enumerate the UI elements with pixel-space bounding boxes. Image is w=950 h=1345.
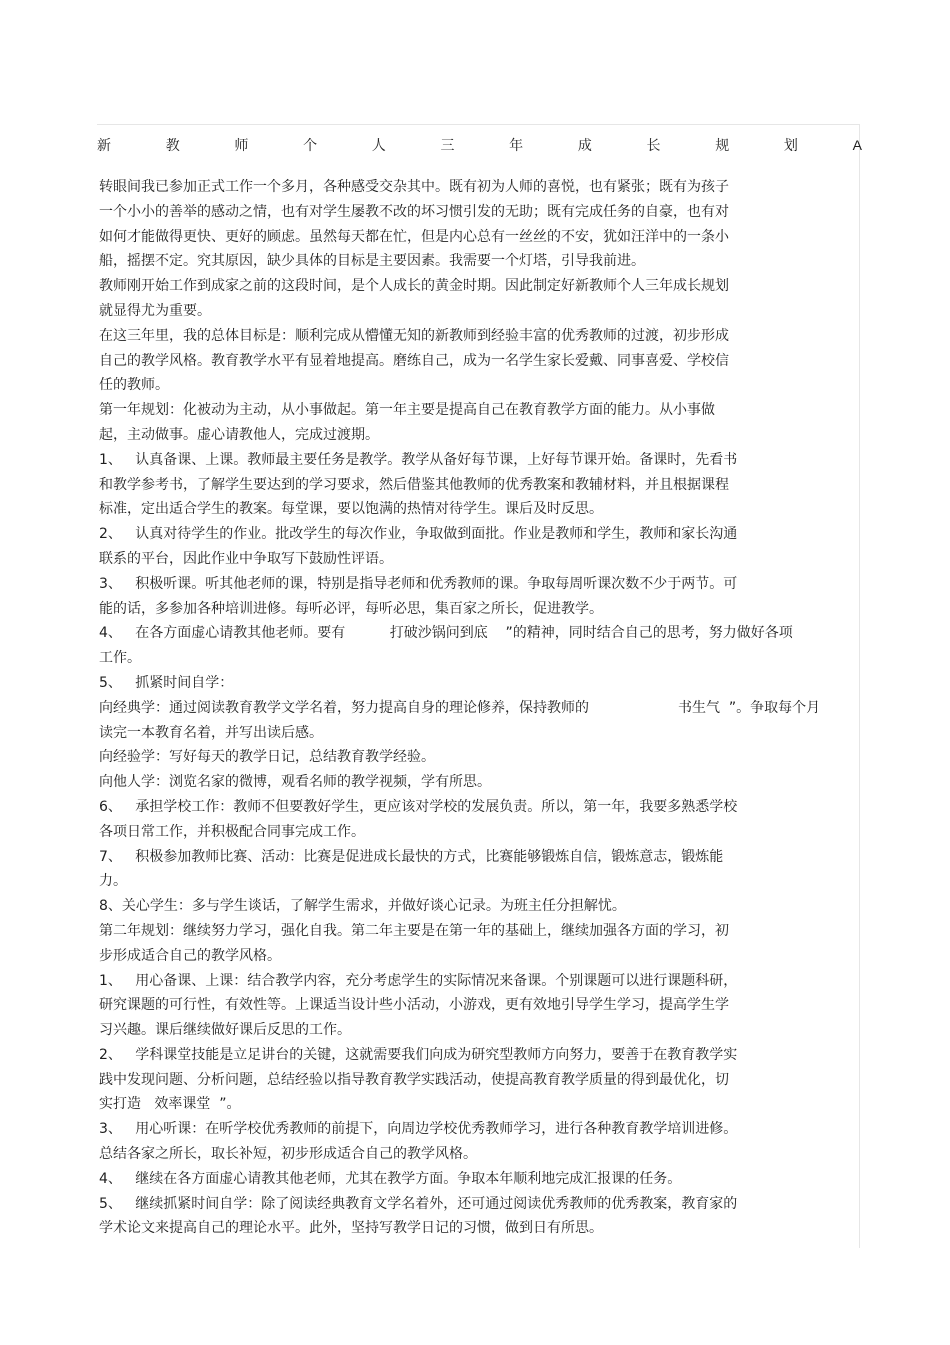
body-line: 任的教师。: [99, 377, 169, 394]
body-line: 第一年规划：化被动为主动，从小事做起。第一年主要是提高自己在教育教学方面的能力。从小事做: [99, 402, 715, 419]
title-char: 长: [646, 138, 661, 154]
body-line: 5、 抓紧时间自学：: [99, 674, 234, 691]
title-char: A: [852, 137, 862, 153]
body-line: 标准，定出适合学生的教案。每堂课，要以饱满的热情对待学生。课后及时反思。: [99, 501, 603, 518]
body-line: 8、关心学生：多与学生谈话，了解学生需求，并做好谈心记录。为班主任分担解忧。: [99, 898, 626, 915]
body-line: 向他人学：浏览名家的微博，观看名师的教学视频，学有所思。: [99, 774, 491, 791]
body-line: 5、 继续抓紧时间自学：除了阅读经典教育文学名着外，还可通过阅读优秀教师的优秀教案，教育家的: [99, 1195, 738, 1212]
body-line: 总结各家之所长，取长补短，初步形成适合自己的教学风格。: [99, 1146, 477, 1163]
body-line: 联系的平台，因此作业中争取写下鼓励性评语。: [99, 550, 393, 567]
body-line: 实打造 效率课堂 ”。: [99, 1096, 241, 1113]
body-line: 各项日常工作，并积极配合同事完成工作。: [99, 823, 365, 840]
body-line: 第二年规划：继续努力学习，强化自我。第二年主要是在第一年的基础上，继续加强各方面的学习，初: [99, 922, 729, 939]
body-line: 步形成适合自己的教学风格。: [99, 947, 281, 964]
title-char: 成: [577, 138, 592, 154]
body-line: 向经典学：通过阅读教育教学文学名着，努力提高自身的理论修养，保持教师的 书生气 ”。争取每个月: [99, 699, 821, 716]
right-border-line: [859, 124, 860, 1248]
body-line: 在这三年里，我的总体目标是：顺利完成从懵懂无知的新教师到经验丰富的优秀教师的过渡，初步形成: [99, 327, 729, 344]
body-line: 7、 积极参加教师比赛、活动：比赛是促进成长最快的方式，比赛能够锻炼自信，锻炼意志，锻炼能: [99, 848, 724, 865]
title-char: 新: [97, 138, 111, 154]
body-line: 4、 继续在各方面虚心请教其他老师，尤其在教学方面。争取本年顺利地完成汇报课的任务。: [99, 1170, 682, 1187]
title-char: 师: [234, 138, 249, 154]
body-line: 力。: [99, 873, 127, 890]
body-line: 1、 认真备课、上课。教师最主要任务是教学。教学从备好每节课，上好每节课开始。备课时，先看书: [99, 451, 738, 468]
body-line: 起，主动做事。虚心请教他人，完成过渡期。: [99, 426, 379, 443]
body-line: 和教学参考书，了解学生要达到的学习要求，然后借鉴其他教师的优秀教案和教辅材料，并且根据课程: [99, 476, 729, 493]
body-line: 践中发现问题、分析问题，总结经验以指导教育教学实践活动，使提高教育教学质量的得到最优化，切: [99, 1071, 729, 1088]
body-line: 教师刚开始工作到成家之前的这段时间，是个人成长的黄金时期。因此制定好新教师个人三年成长规划: [99, 278, 729, 295]
body-line: 转眼间我已参加正式工作一个多月，各种感受交杂其中。既有初为人师的喜悦，也有紧张；既有为孩子: [99, 179, 729, 195]
body-line: 如何才能做得更快、更好的顾虑。虽然每天都在忙，但是内心总有一丝丝的不安，犹如汪洋中的一条小: [99, 228, 729, 245]
body-line: 3、 积极听课。听其他老师的课，特别是指导老师和优秀教师的课。争取每周听课次数不少于两节。可: [99, 575, 738, 592]
body-line: 能的话，多参加各种培训进修。每听必评，每听必思，集百家之所长，促进教学。: [99, 600, 603, 617]
title-char: 三: [440, 138, 455, 154]
body-line: 4、 在各方面虚心请教其他老师。要有 打破沙锅问到底 ”的精神，同时结合自己的思考，努力做好各项: [99, 625, 793, 642]
body-line: 1、 用心备课、上课：结合教学内容，充分考虑学生的实际情况来备课。个别课题可以进行课题科研，: [99, 972, 738, 989]
body-line: 习兴趣。课后继续做好课后反思的工作。: [99, 1022, 351, 1039]
title-char: 人: [371, 138, 386, 154]
body-line: 学术论文来提高自己的理论水平。此外，坚持写教学日记的习惯，做到日有所思。: [99, 1220, 603, 1237]
body-line: 6、 承担学校工作：教师不但要教好学生，更应该对学校的发展负责。所以，第一年，我要多熟悉学校: [99, 798, 738, 815]
document-title: [97, 134, 862, 156]
document-body: [99, 175, 849, 1241]
title-char: 划: [783, 138, 798, 154]
body-line: 船，摇摆不定。究其原因，缺少具体的目标是主要因素。我需要一个灯塔，引导我前进。: [99, 253, 645, 270]
body-line: 2、 认真对待学生的作业。批改学生的每次作业，争取做到面批。作业是教师和学生，教师和家长沟通: [99, 526, 738, 543]
title-char: 教: [165, 138, 180, 154]
top-border-line: [97, 124, 860, 125]
body-line: 研究课题的可行性，有效性等。上课适当设计些小活动，小游戏，更有效地引导学生学习，提高学生学: [99, 997, 729, 1014]
body-line: 2、 学科课堂技能是立足讲台的关键，这就需要我们向成为研究型教师方向努力，要善于在教育教学实: [99, 1046, 738, 1063]
body-line: 向经验学：写好每天的教学日记，总结教育教学经验。: [99, 749, 435, 766]
body-line: 3、 用心听课：在听学校优秀教师的前提下，向周边学校优秀教师学习，进行各种教育教学培训进修。: [99, 1121, 738, 1138]
body-line: 就显得尤为重要。: [99, 302, 211, 319]
title-char: 个: [303, 138, 318, 154]
body-line: 读完一本教育名着，并写出读后感。: [99, 724, 323, 741]
body-line: 工作。: [99, 650, 141, 667]
body-line: 一个小小的善举的感动之情，也有对学生屡教不改的坏习惯引发的无助；既有完成任务的自豪，也有对: [99, 203, 729, 220]
body-line: 自己的教学风格。教育教学水平有显着地提高。磨练自己，成为一名学生家长爱戴、同事喜爱、学校信: [99, 352, 729, 369]
title-char: 规: [715, 138, 730, 154]
title-char: 年: [509, 138, 524, 154]
